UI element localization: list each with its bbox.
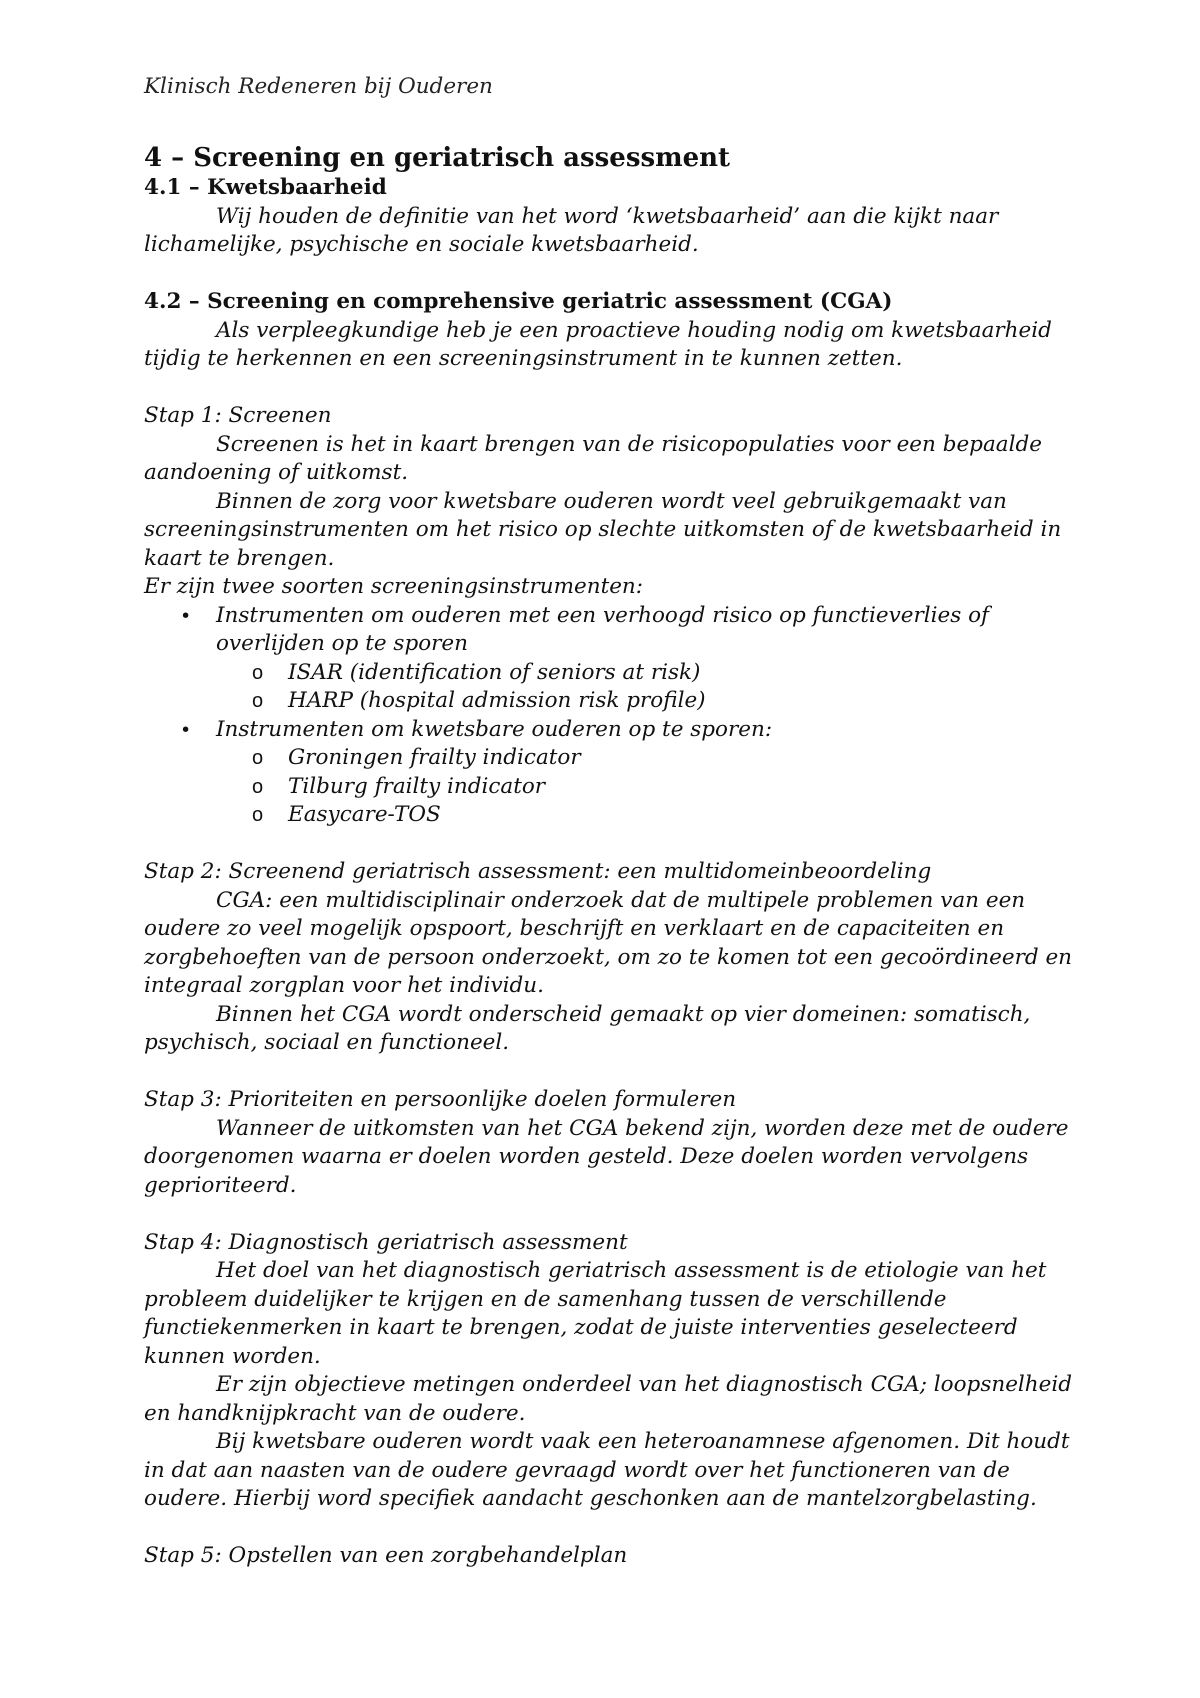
step-3-paragraph: Wanneer de uitkomsten van het CGA bekend zijn, worden deze met de oudere doorgenomen waarna er doelen worden gesteld. Deze doelen worden vervolgens geprioriteerd. xyxy=(144,1115,1069,1198)
step-4-title: Stap 4: Diagnostisch geriatrisch assessment xyxy=(144,1229,628,1255)
sub-list xyxy=(216,659,1074,716)
sub-list-item-text: HARP (hospital admission risk profile) xyxy=(288,688,706,713)
sub-list xyxy=(216,744,1074,830)
screening-types-list xyxy=(144,602,1074,830)
sub-list-item xyxy=(216,659,1074,688)
step-4-paragraph: Er zijn objectieve metingen onderdeel van het diagnostisch CGA; loopsnelheid en handknijpkracht van de oudere. xyxy=(144,1372,1073,1426)
sub-list-item xyxy=(216,687,1074,716)
list-item-text: Instrumenten om kwetsbare ouderen op te sporen: xyxy=(216,716,773,742)
sub-list-item xyxy=(216,744,1074,773)
sub-list-item-text: Tilburg frailty indicator xyxy=(288,773,546,799)
step-4-paragraph: Het doel van het diagnostisch geriatrisch assessment is de etiologie van het probleem duidelijker te krijgen en de samenhang tussen de verschillende functiekenmerken in kaart te brengen, zodat de juiste interventies geselecteerd kunnen worden. xyxy=(144,1258,1047,1369)
circle-bullet-icon: o xyxy=(252,747,264,769)
list-item xyxy=(144,602,1074,716)
spacer xyxy=(144,1514,1074,1543)
spacer xyxy=(144,260,1074,289)
circle-bullet-icon: o xyxy=(252,661,264,684)
section-1-paragraph: Wij houden de definitie van het word ‘kwetsbaarheid’ aan die kijkt naar lichamelijke, psychische en sociale kwetsbaarheid. xyxy=(144,203,999,257)
sub-list-item-text: Groningen frailty indicator xyxy=(288,745,581,770)
sub-list-item-text: Easycare-TOS xyxy=(288,802,441,827)
circle-bullet-icon: o xyxy=(252,804,264,826)
circle-bullet-icon: o xyxy=(252,775,264,798)
step-1-paragraph: Screenen is het in kaart brengen van de risicopopulaties voor een bepaalde aandoening of uitkomst. xyxy=(144,431,1042,485)
step-1-paragraph: Binnen de zorg voor kwetsbare ouderen wordt veel gebruikgemaakt van screeningsinstrumenten om het risico op slechte uitkomsten of de kwetsbaarheid in kaart te brengen. xyxy=(144,488,1062,571)
step-1-title: Stap 1: Screenen xyxy=(144,403,332,428)
step-4-paragraph: Bij kwetsbare ouderen wordt vaak een heteroanamnese afgenomen. Dit houdt in dat aan naasten van de oudere gevraagd wordt over het functioneren van de oudere. Hierbij word specifiek aandacht geschonken aan de mantelzorgbelasting. xyxy=(144,1429,1070,1511)
bullet-icon: • xyxy=(180,604,192,627)
spacer xyxy=(144,830,1074,859)
list-item-text: Instrumenten om ouderen met een verhoogd risico op functieverlies of overlijden op te sporen xyxy=(216,602,989,656)
step-2-paragraph: Binnen het CGA wordt onderscheid gemaakt op vier domeinen: somatisch, psychisch, sociaal en functioneel. xyxy=(144,1001,1031,1055)
step-1-types-intro: Er zijn twee soorten screeningsinstrumenten: xyxy=(144,574,644,599)
step-5-title: Stap 5: Opstellen van een zorgbehandelplan xyxy=(144,1543,628,1568)
step-2-title: Stap 2: Screenend geriatrisch assessment: een multidomeinbeoordeling xyxy=(144,859,932,884)
sub-list-item-text: ISAR (identification of seniors at risk) xyxy=(288,659,701,685)
section-2-title: 4.2 – Screening en comprehensive geriatric assessment (CGA) xyxy=(144,289,893,314)
sub-list-item xyxy=(216,773,1074,802)
spacer xyxy=(144,1058,1074,1087)
document-page xyxy=(144,72,1074,1571)
circle-bullet-icon: o xyxy=(252,690,264,712)
step-2-paragraph: CGA: een multidisciplinair onderzoek dat de multipele problemen van een oudere zo veel mogelijk opspoort, beschrijft en verklaart en de capaciteiten en zorgbehoeften van de persoon onderzoekt, om zo te komen tot een gecoördineerd en integraal zorgplan voor het individu. xyxy=(144,887,1073,998)
spacer xyxy=(144,374,1074,403)
spacer xyxy=(144,1200,1074,1229)
sub-list-item xyxy=(216,801,1074,830)
chapter-title: 4 – Screening en geriatrisch assessment xyxy=(144,143,731,173)
document-header: Klinisch Redeneren bij Ouderen xyxy=(144,74,493,99)
section-2-paragraph: Als verpleegkundige heb je een proactieve houding nodig om kwetsbaarheid tijdig te herkennen en een screeningsinstrument in te kunnen zetten. xyxy=(144,317,1052,371)
step-3-title: Stap 3: Prioriteiten en persoonlijke doelen formuleren xyxy=(144,1087,737,1112)
section-1-title: 4.1 – Kwetsbaarheid xyxy=(144,175,387,200)
bullet-icon: • xyxy=(180,718,192,741)
list-item xyxy=(144,716,1074,830)
